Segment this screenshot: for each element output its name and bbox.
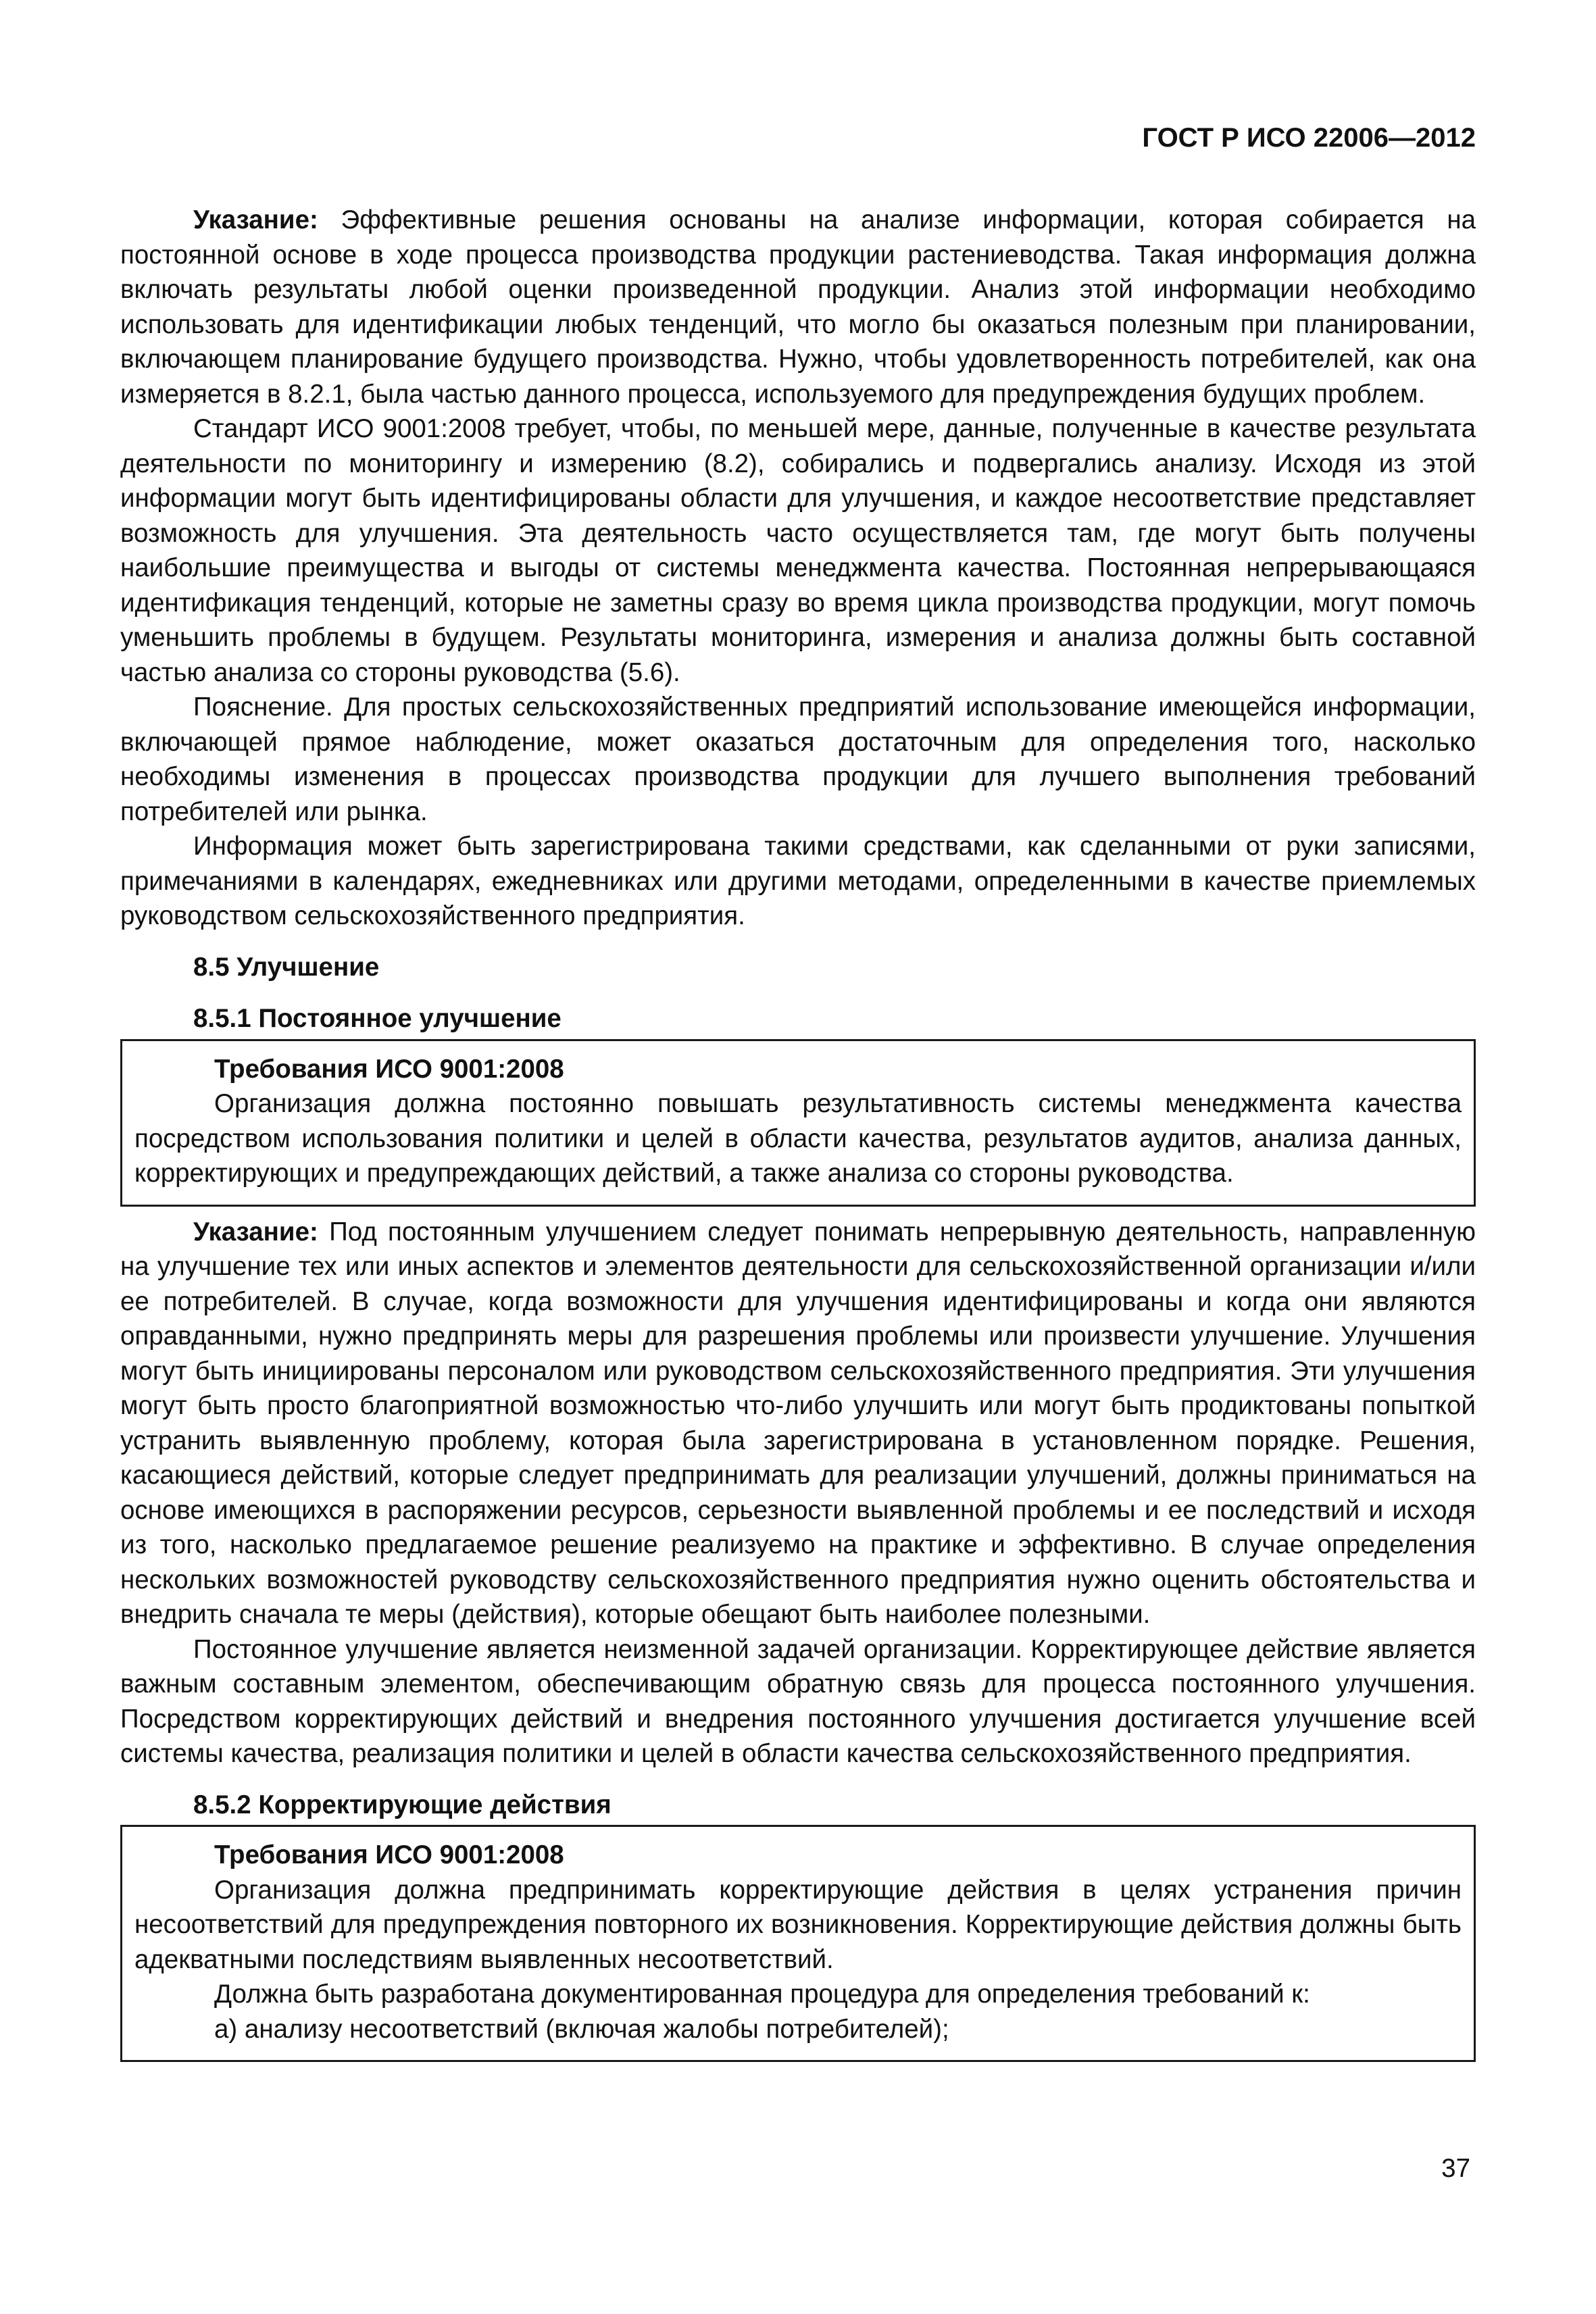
requirements-paragraph: Организация должна постоянно повышать результативность системы менеджмента качества посредством использования политики и целей в области качества, результатов аудитов, анализа данных, корректирующих и предупреждающих действий, а также анализа со стороны руководства.: [134, 1089, 1462, 1188]
requirements-box: [120, 1039, 1476, 1207]
paragraph-label: Указание:: [193, 1217, 318, 1247]
paragraph-text: Под постоянным улучшением следует понимать непрерывную деятельность, направленную на улучшение тех или иных аспектов и элементов деятельности для сельскохозяйственной организации и/или ее потребителей. В случае, когда возможности для улучшения идентифицированы и когда они являются оправданными, нужно предпринять меры для разрешения проблемы или произвести улучшение. Улучшения могут быть инициированы персоналом или руководством сельскохозяйственного предприятия. Эти улучшения могут быть просто благоприятной возможностью что-либо улучшить или могут быть продиктованы попыткой устранить выявленную проблему, которая была зарегистрирована в установленном порядке. Решения, касающиеся действий, которые следует предпринимать для реализации улучшений, должны приниматься на основе имеющихся в распоряжении ресурсов, серьезности выявленной проблемы и ее последствий и исходя из того, насколько предлагаемое решение реализуемо на практике и эффективно. В случае определения нескольких возможностей руководству сельскохозяйственного предприятия нужно оценить обстоятельства и внедрить сначала те меры (действия), которые обещают быть наиболее полезными.: [120, 1217, 1476, 1629]
paragraph-text: Эффективные решения основаны на анализе информации, которая собирается на постоянной основе в ходе процесса производства продукции растениеводства. Такая информация должна включать результаты любой оценки произведенной продукции. Анализ этой информации необходимо использовать для идентификации любых тенденций, что могло бы оказаться полезным при планировании, включающем планирование будущего производства. Нужно, чтобы удовлетворенность потребителей, как она измеряется в 8.2.1, была частью данного процесса, используемого для предупреждения будущих проблем.: [120, 205, 1476, 409]
paragraph: Пояснение. Для простых сельскохозяйственных предприятий использование имеющейся информации, включающей прямое наблюдение, может оказаться достаточным для определения того, насколько необходимы изменения в процессах производства продукции для лучшего выполнения требований потребителей или рынка.: [120, 693, 1476, 826]
section-heading-8-5-2: 8.5.2 Корректирующие действия: [193, 1790, 612, 1819]
paragraph: Постоянное улучшение является неизменной задачей организации. Корректирующее действие является важным составным элементом, обеспечивающим обратную связь для процесса постоянного улучшения. Посредством корректирующих действий и внедрения постоянного улучшения достигается улучшение всей системы качества, реализация политики и целей в области качества сельскохозяйственного предприятия.: [120, 1634, 1476, 1768]
requirements-paragraph: Организация должна предпринимать корректирующие действия в целях устранения причин несоответствий для предупреждения повторного их возникновения. Корректирующие действия должны быть адекватными последствиям выявленных несоответствий.: [134, 1875, 1462, 1974]
requirements-list-item: a) анализу несоответствий (включая жалобы потребителей);: [214, 2014, 949, 2044]
requirements-box: [120, 1825, 1476, 2062]
paragraph-label: Указание:: [193, 205, 318, 234]
paragraph-note: [120, 1215, 1476, 1632]
paragraph-note: [120, 203, 1476, 411]
page-content: [120, 203, 1476, 2070]
requirements-paragraph: Должна быть разработана документированная процедура для определения требований к:: [214, 1980, 1310, 2009]
section-heading-8-5: 8.5 Улучшение: [193, 952, 380, 982]
document-page: [120, 0, 1476, 2314]
paragraph: Стандарт ИСО 9001:2008 требует, чтобы, по меньшей мере, данные, полученные в качестве результата деятельности по мониторингу и измерению (8.2), собирались и подвергались анализу. Исходя из этой информации могут быть идентифицированы области для улучшения, и каждое несоответствие представляет возможность для улучшения. Эта деятельность часто осуществляется там, где могут быть получены наибольшие преимущества и выгоды от системы менеджмента качества. Постоянная непрерывающаяся идентификация тенденций, которые не заметны сразу во время цикла производства продукции, могут помочь уменьшить проблемы в будущем. Результаты мониторинга, измерения и анализа должны быть составной частью анализа со стороны руководства (5.6).: [120, 414, 1476, 687]
document-code: ГОСТ Р ИСО 22006—2012: [1142, 123, 1476, 153]
requirements-box-title: Требования ИСО 9001:2008: [214, 1054, 564, 1084]
section-heading-8-5-1: 8.5.1 Постоянное улучшение: [193, 1004, 562, 1033]
page-number: 37: [1441, 2154, 1470, 2183]
paragraph: Информация может быть зарегистрирована такими средствами, как сделанными от руки записями, примечаниями в календарях, ежедневниках или другими методами, определенными в качестве приемлемых руководством сельскохозяйственного предприятия.: [120, 832, 1476, 930]
requirements-box-title: Требования ИСО 9001:2008: [214, 1840, 564, 1869]
